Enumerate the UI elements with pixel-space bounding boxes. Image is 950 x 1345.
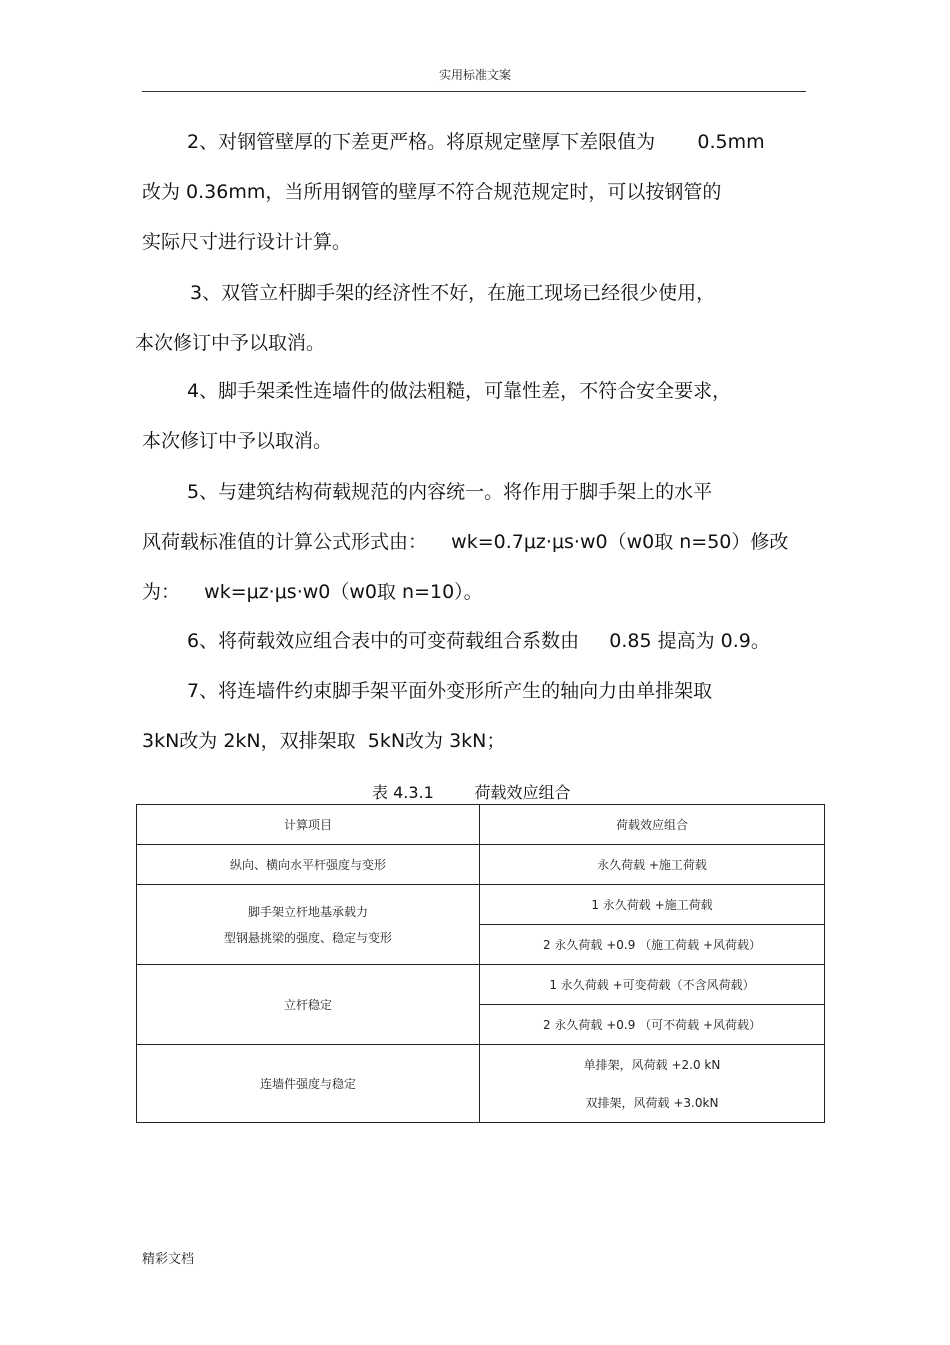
paragraph-line: 3、双管立杆脚手架的经济性不好，在施工现场已经很少使用， — [190, 282, 716, 304]
paragraph-line: 风荷载标准值的计算公式形式由： wk=0.7μz·μs·w0（w0取 n=50）修改 — [142, 531, 789, 553]
table-cell-item-line: 型钢悬挑梁的强度、稳定与变形 — [223, 930, 392, 945]
table-header-combo: 荷载效应组合 — [480, 805, 825, 845]
paragraph-line: 本次修订中予以取消。 — [135, 332, 326, 354]
paragraph-line: 实际尺寸进行设计计算。 — [142, 231, 352, 253]
table-cell-combo-line: 双排架，风荷载 +3.0kN — [585, 1095, 719, 1110]
table-cell-item: 连墙件强度与稳定 — [137, 1045, 480, 1123]
paragraph-line: 3kN改为 2kN，双排架取 5kN改为 3kN； — [142, 730, 506, 752]
paragraph-line: 7、将连墙件约束脚手架平面外变形所产生的轴向力由单排架取 — [187, 680, 713, 702]
table-cell-combo-line: 单排架，风荷载 +2.0 kN — [583, 1057, 721, 1072]
table-cell-combo: 1 永久荷载 +可变荷载（不含风荷载） — [480, 965, 825, 1005]
paragraph-line: 本次修订中予以取消。 — [142, 430, 333, 452]
table-cell-combo: 2 永久荷载 +0.9 （施工荷载 +风荷载） — [480, 925, 825, 965]
table-cell-item-line: 脚手架立杆地基承载力 — [247, 904, 368, 919]
paragraph-line: 改为 0.36mm，当所用钢管的壁厚不符合规范规定时，可以按钢管的 — [142, 181, 722, 203]
paragraph-line: 2、对钢管壁厚的下差更严格。将原规定壁厚下差限值为 0.5mm — [187, 131, 765, 153]
paragraph-line: 6、将荷载效应组合表中的可变荷载组合系数由 0.85 提高为 0.9。 — [187, 630, 770, 652]
table-cell-combo: 2 永久荷载 +0.9 （可不荷载 +风荷载） — [480, 1005, 825, 1045]
page-footer-text: 精彩文档 — [142, 1252, 195, 1267]
table-cell-item: 纵向、横向水平杆强度与变形 — [137, 845, 480, 885]
paragraph-line: 5、与建筑结构荷载规范的内容统一。将作用于脚手架上的水平 — [187, 481, 713, 503]
table-header-item: 计算项目 — [137, 805, 480, 845]
table-cell-item — [137, 885, 480, 965]
table-cell-combo: 1 永久荷载 +施工荷载 — [480, 885, 825, 925]
header-rule — [142, 91, 806, 92]
load-combination-table — [136, 804, 825, 1123]
table-cell-combo: 永久荷载 +施工荷载 — [480, 845, 825, 885]
paragraph-line: 为： wk=μz·μs·w0（w0取 n=10）。 — [142, 581, 483, 603]
table-cell-combo — [480, 1045, 825, 1123]
paragraph-line: 4、脚手架柔性连墙件的做法粗糙，可靠性差，不符合安全要求， — [187, 380, 732, 402]
table-caption: 表 4.3.1 荷载效应组合 — [372, 783, 571, 802]
page-header-title: 实用标准文案 — [438, 68, 511, 82]
table-cell-item: 立杆稳定 — [137, 965, 480, 1045]
